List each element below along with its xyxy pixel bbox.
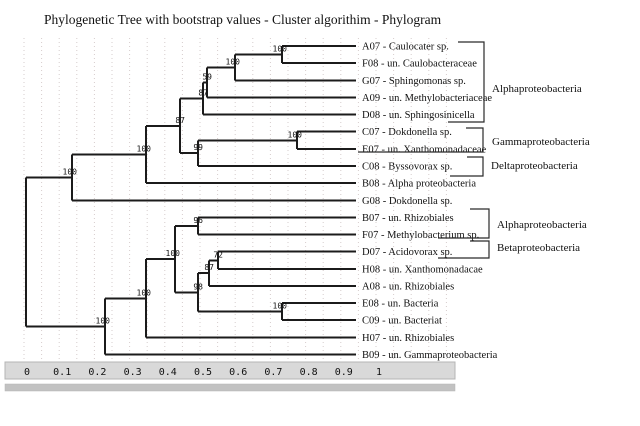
group-label: Betaproteobacteria	[497, 242, 581, 254]
leaf-label: F08 - un. Caulobacteraceae	[362, 58, 477, 70]
horizontal-scrollbar[interactable]	[5, 384, 455, 391]
bootstrap-value: 100	[136, 144, 151, 154]
bootstrap-value: 100	[165, 249, 180, 259]
leaf-label: E07 - un. Xanthomonadaceae	[362, 144, 487, 156]
leaf-label: C07 - Dokdonella sp.	[362, 127, 452, 139]
bootstrap-value: 100	[225, 57, 240, 67]
bootstrap-value: 100	[287, 130, 302, 140]
leaf-label: C08 - Byssovorax sp.	[362, 161, 453, 173]
bootstrap-value: 96	[193, 215, 203, 225]
axis-tick-label: 0.5	[193, 367, 213, 378]
axis-tick-label: 0.1	[53, 367, 72, 378]
leaf-label: C09 - un. Bacteriat	[362, 315, 442, 327]
axis-tick-label: 1	[375, 367, 383, 378]
leaf-label: H08 - un. Xanthomonadacae	[362, 264, 483, 276]
group-label: Deltaproteobacteria	[491, 160, 578, 172]
bootstrap-value: 59	[202, 72, 212, 82]
leaf-label: A07 - Caulocater sp.	[362, 41, 449, 53]
leaf-label: B08 - Alpha proteobacteria	[362, 178, 477, 190]
bootstrap-value: 100	[95, 316, 110, 326]
leaf-label: D08 - un. Sphingosinicella	[362, 110, 475, 122]
leaf-label: H07 - un. Rhizobiales	[362, 332, 455, 344]
axis-tick-label: 0.4	[158, 367, 177, 378]
axis-tick-label: 0	[23, 367, 31, 378]
leaf-label: F07 - Methylobacterium sp.	[362, 230, 480, 242]
bootstrap-value: 99	[193, 143, 203, 153]
chart-title: Phylogenetic Tree with bootstrap values - Cluster algorithim - Phylogram	[44, 12, 442, 27]
bootstrap-value: 100	[62, 167, 77, 177]
bootstrap-value: 100	[136, 288, 151, 298]
bootstrap-value: 87	[175, 115, 185, 125]
bootstrap-value: 100	[272, 44, 287, 54]
bootstrap-value: 87	[204, 263, 214, 273]
group-label: Alphaproteobacteria	[497, 219, 587, 231]
axis-tick-label: 0.7	[264, 367, 283, 378]
bootstrap-value: 72	[213, 250, 223, 260]
leaf-label: B09 - un. Gammaproteobacteria	[362, 350, 498, 362]
axis-tick-label: 0.8	[299, 367, 318, 378]
group-bracket	[450, 157, 483, 176]
group-label: Gammaproteobacteria	[492, 136, 590, 148]
leaf-label: A09 - un. Methylobacteriaceae	[362, 92, 493, 104]
leaf-label: B07 - un. Rhizobiales	[362, 212, 454, 224]
bootstrap-value: 98	[193, 282, 203, 292]
axis-tick-label: 0.3	[123, 367, 142, 378]
axis-tick-label: 0.2	[88, 367, 107, 378]
axis-tick-label: 0.6	[229, 367, 248, 378]
axis-tick-label: 0.9	[334, 367, 353, 378]
leaf-label: A08 - un. Rhizobiales	[362, 281, 455, 293]
leaf-label: G07 - Sphingomonas sp.	[362, 75, 466, 87]
group-label: Alphaproteobacteria	[492, 83, 582, 95]
leaf-label: E08 - un. Bacteria	[362, 298, 439, 310]
leaf-label: D07 - Acidovorax sp.	[362, 247, 453, 259]
bootstrap-value: 87	[198, 88, 208, 98]
leaf-label: G08 - Dokdonella sp.	[362, 195, 453, 207]
bootstrap-value: 100	[272, 301, 287, 311]
